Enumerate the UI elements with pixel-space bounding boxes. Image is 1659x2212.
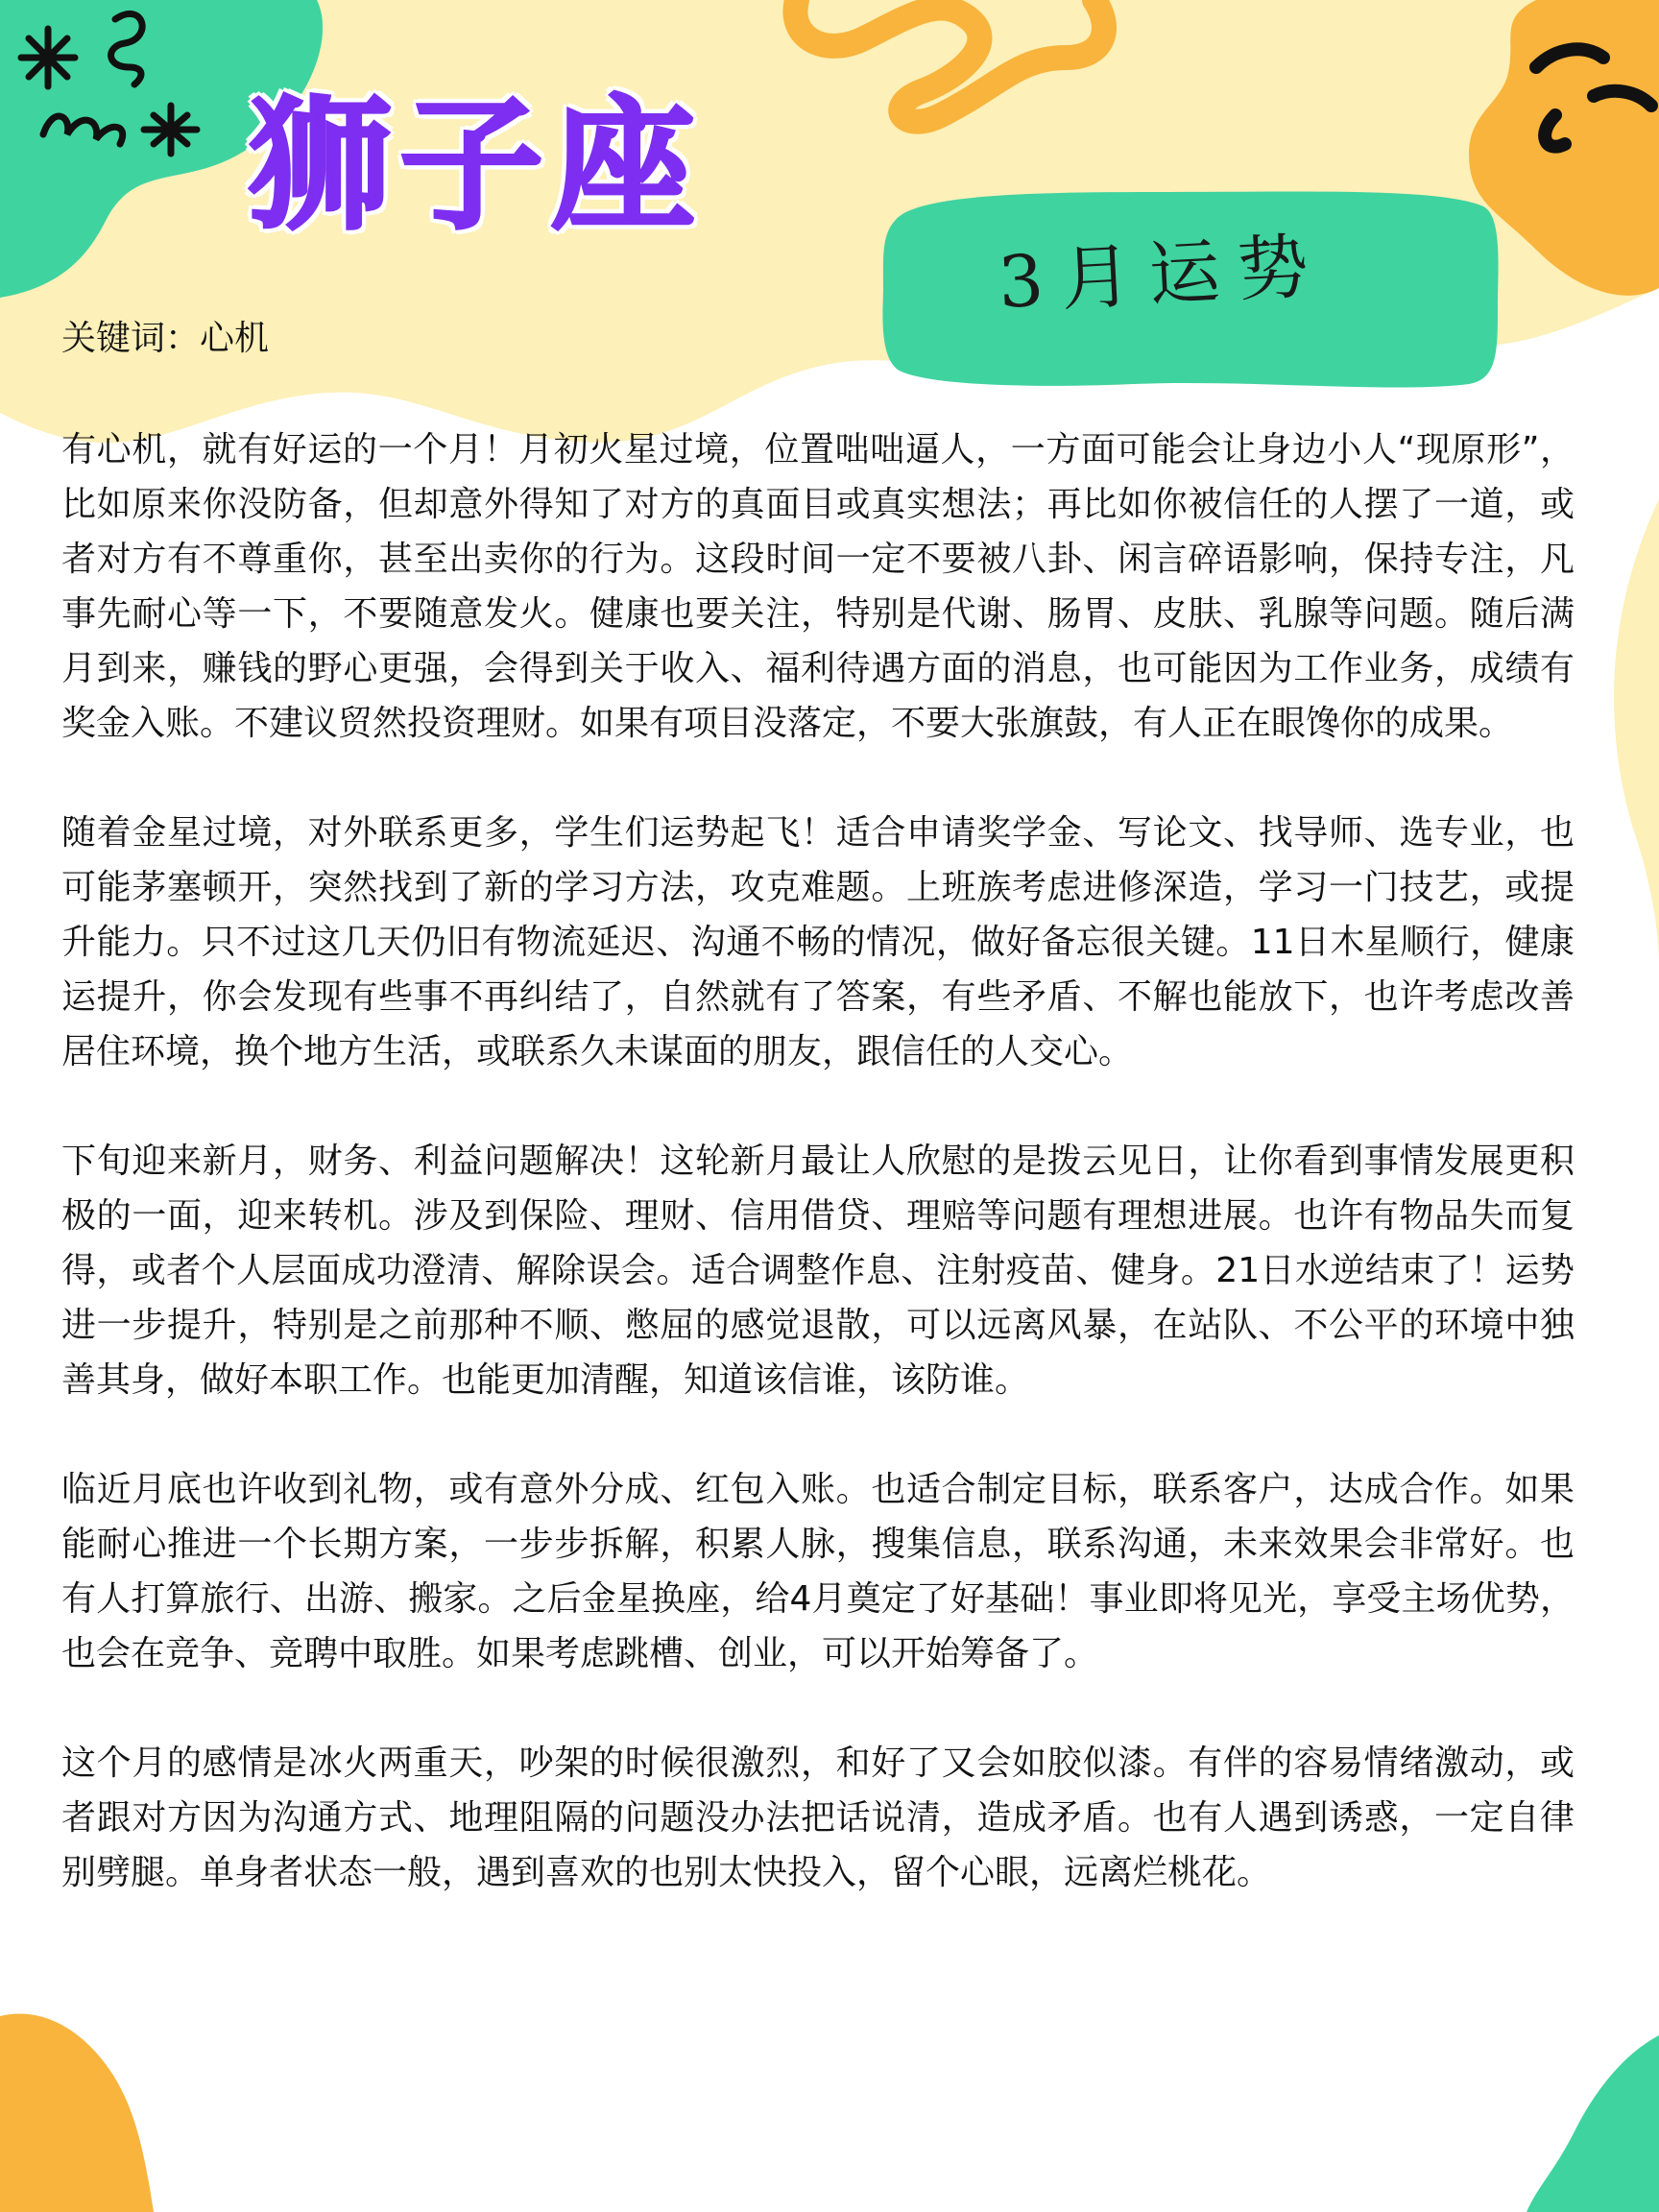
keywords-line: 关键词：心机 bbox=[61, 319, 270, 358]
cream-ribbon-right bbox=[1614, 499, 1659, 960]
paragraph-1: 有心机，就有好运的一个月！月初火星过境，位置咄咄逼人，一方面可能会让身边小人“现原形”，比如原来你没防备，但却意外得知了对方的真面目或真实想法；再比如你被信任的人摆了一道，或者对方有不尊重你，甚至出卖你的行为。这段时间一定不要被八卦、闲言碎语影响，保持专注，凡事先耐心等一下，不要随意发火。健康也要关注，特别是代谢、肠胃、皮肤、乳腺等问题。随后满月到来，赚钱的野心更强，会得到关于收入、福利待遇方面的消息，也可能因为工作业务，成绩有奖金入账。不建议贸然投资理财。如果有项目没落定，不要大张旗鼓，有人正在眼馋你的成果。 bbox=[61, 430, 1575, 743]
paragraph-4: 临近月底也许收到礼物，或有意外分成、红包入账。也适合制定目标，联系客户，达成合作。如果能耐心推进一个长期方案，一步步拆解，积累人脉，搜集信息，联系沟通，未来效果会非常好。也有人打算旅行、出游、搬家。之后金星换座，给4月奠定了好基础！事业即将见光，享受主场优势，也会在竞争、竞聘中取胜。如果考虑跳槽、创业，可以开始筹备了。 bbox=[61, 1470, 1575, 1673]
page-subtitle: 3月运势 bbox=[996, 225, 1328, 325]
paragraph-3: 下旬迎来新月，财务、利益问题解决！这轮新月最让人欣慰的是拨云见日，让你看到事情发展更积极的一面，迎来转机。涉及到保险、理财、信用借贷、理赔等问题有理想进展。也许有物品失而复得，或者个人层面成功澄清、解除误会。适合调整作息、注射疫苗、健身。21日水逆结束了！运势进一步提升，特别是之前那种不顺、憋屈的感觉退散，可以远离风暴，在站队、不公平的环境中独善其身，做好本职工作。也能更加清醒，知道该信谁，该防谁。 bbox=[61, 1142, 1575, 1400]
orange-blob-bottom-left bbox=[0, 2013, 154, 2212]
paragraph-2: 随着金星过境，对外联系更多，学生们运势起飞！适合申请奖学金、写论文、找导师、选专业，也可能茅塞顿开，突然找到了新的学习方法，攻克难题。上班族考虑进修深造，学习一门技艺，或提升能力。只不过这几天仍旧有物流延迟、沟通不畅的情况，做好备忘很关键。11日木星顺行，健康运提升，你会发现有些事不再纠结了，自然就有了答案，有些矛盾、不解也能放下，也许考虑改善居住环境，换个地方生活，或联系久未谋面的朋友，跟信任的人交心。 bbox=[61, 813, 1575, 1071]
paragraph-5: 这个月的感情是冰火两重天，吵架的时候很激烈，和好了又会如胶似漆。有伴的容易情绪激动，或者跟对方因为沟通方式、地理阻隔的问题没办法把话说清，造成矛盾。也有人遇到诱惑，一定自律别劈腿。单身者状态一般，遇到喜欢的也别太快投入，留个心眼，远离烂桃花。 bbox=[61, 1743, 1575, 1892]
green-blob-bottom-right bbox=[1527, 2035, 1659, 2212]
page-title: 狮子座 bbox=[248, 83, 704, 250]
article-body bbox=[61, 422, 1575, 1955]
